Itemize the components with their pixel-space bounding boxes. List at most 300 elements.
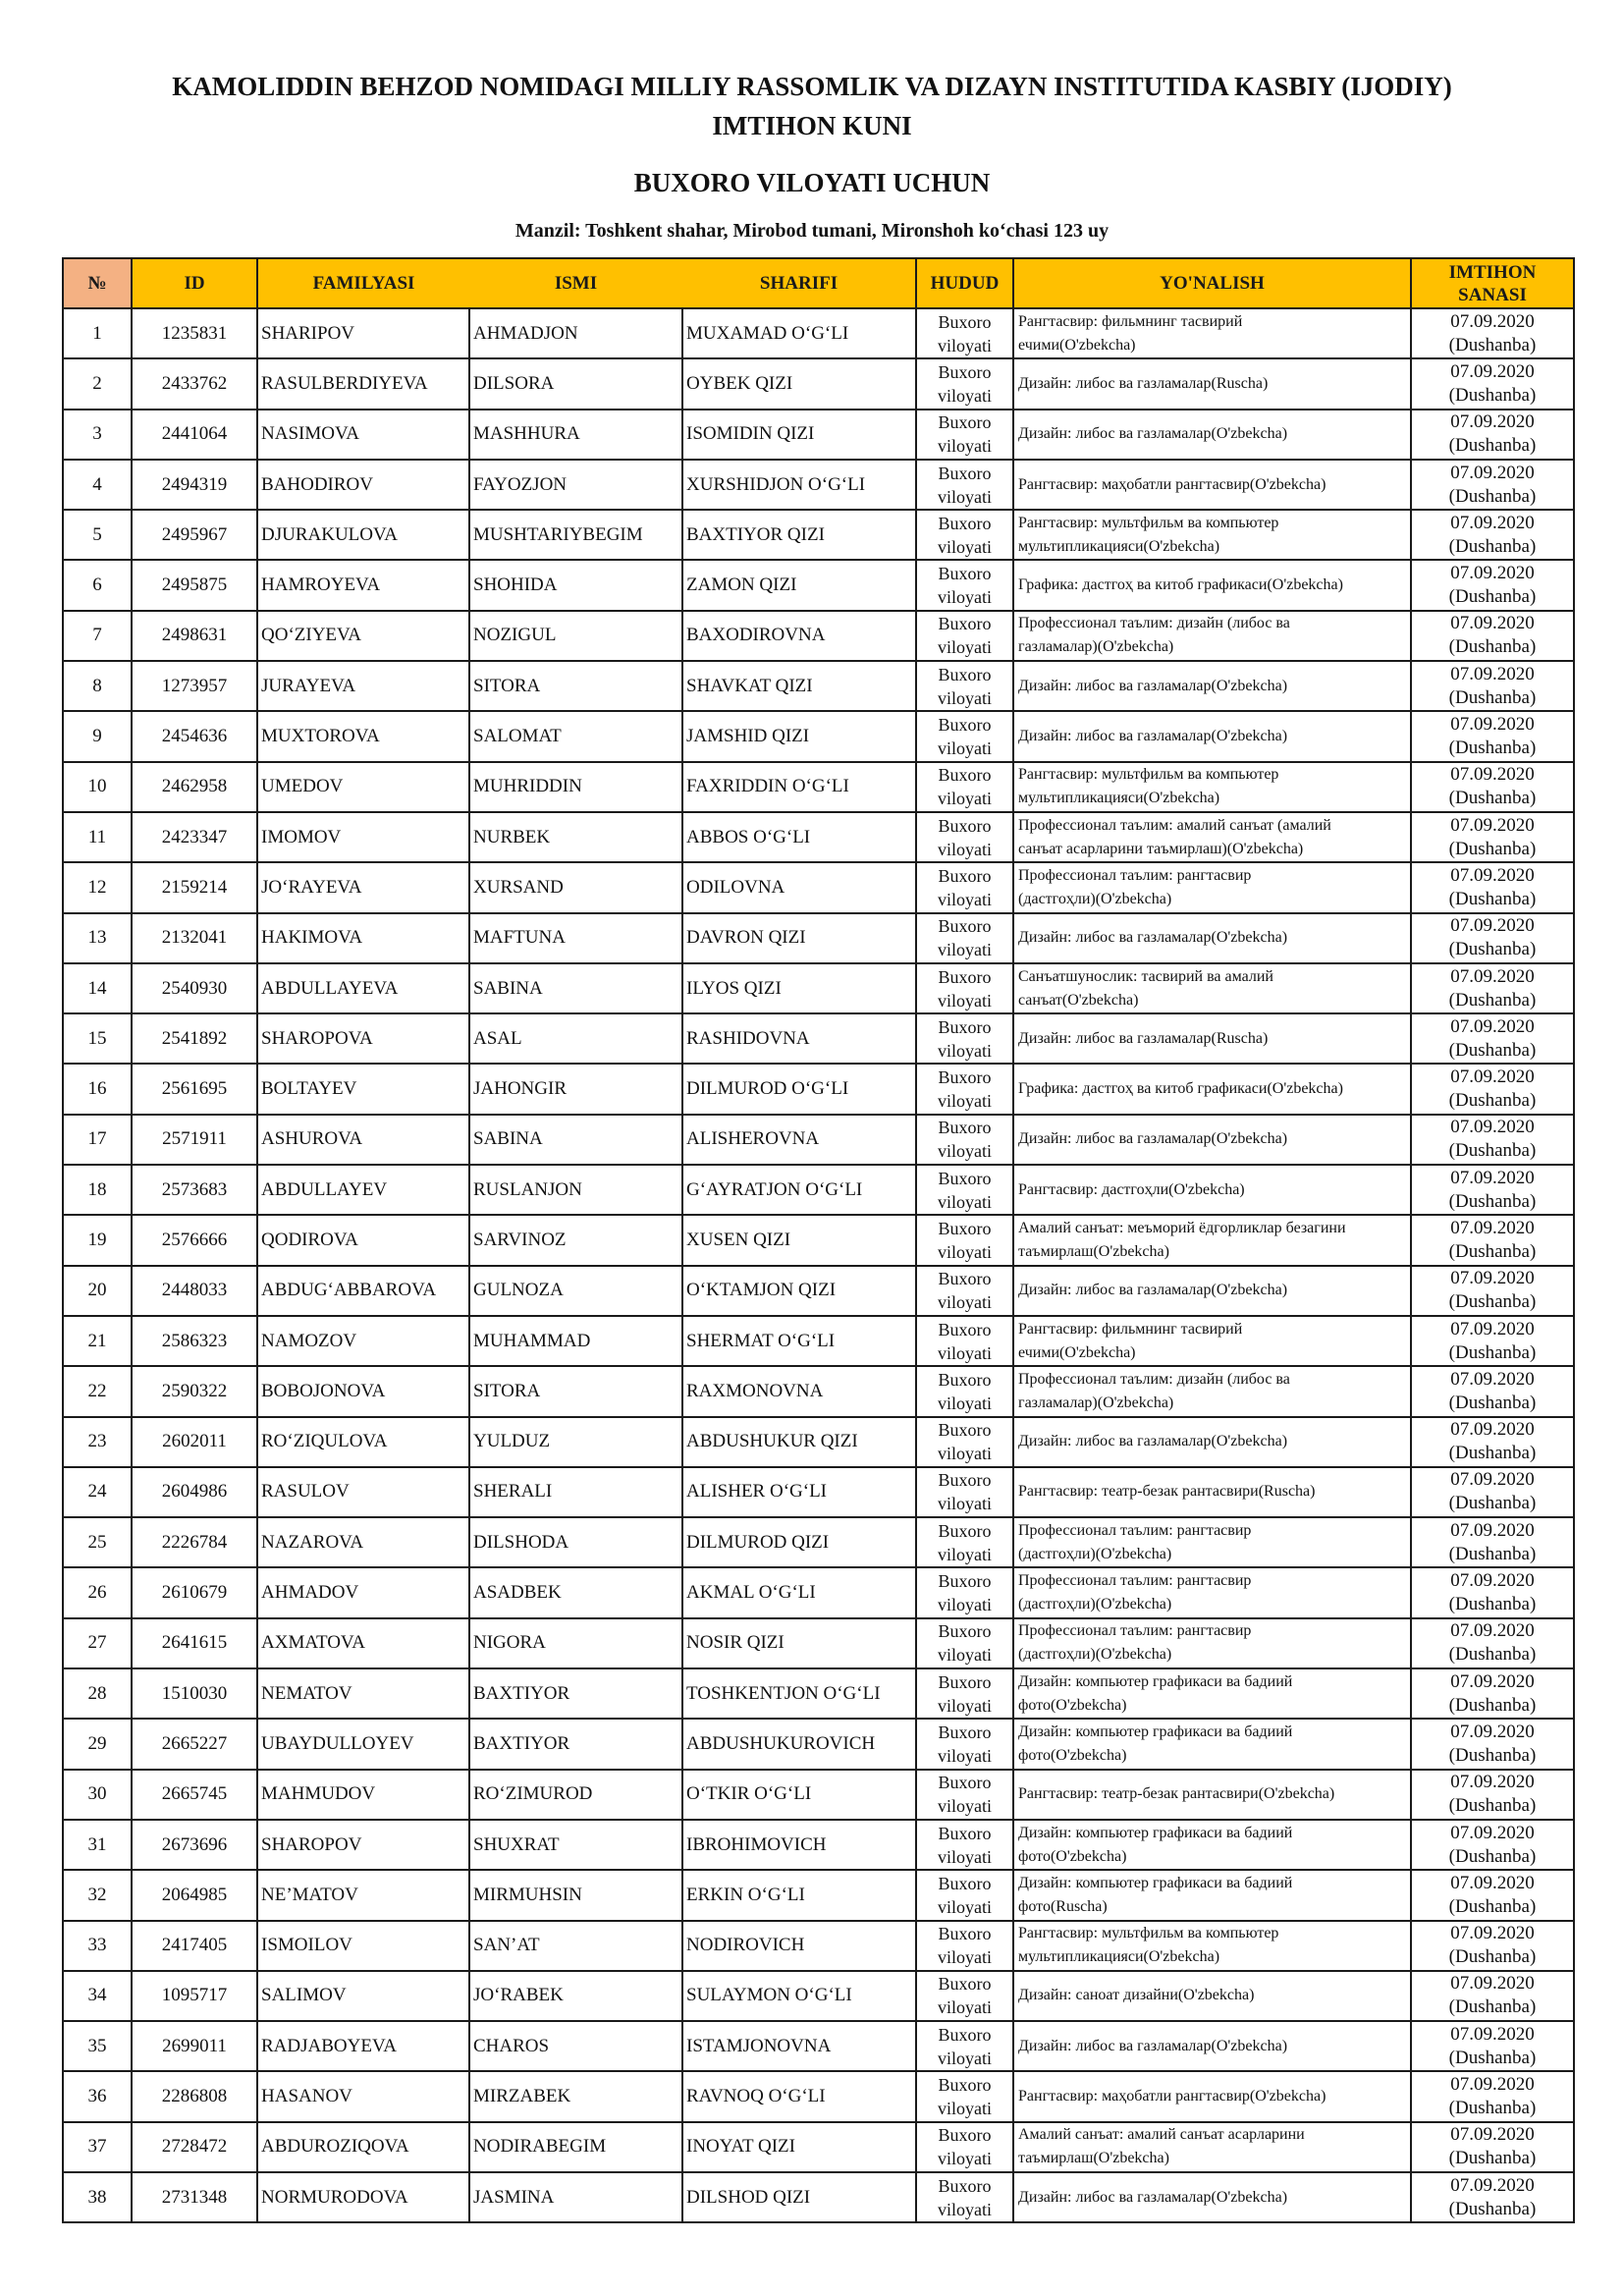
hudud-line2: viloyati: [938, 1393, 992, 1413]
yonalish-line2: фото(O'zbekcha): [1018, 1696, 1127, 1714]
cell-ismi: BAXTIYOR: [469, 1719, 682, 1769]
cell-id: 2571911: [132, 1115, 257, 1165]
cell-ismi: SHOHIDA: [469, 560, 682, 610]
hudud-line1: Buxoro: [938, 1671, 992, 1692]
hudud-line2: viloyati: [938, 637, 992, 658]
day-of-week: (Dushanba): [1448, 2148, 1537, 2169]
hudud-line1: Buxoro: [938, 1420, 992, 1441]
cell-familyasi: DJURAKULOVA: [257, 510, 469, 560]
cell-yonalish: [1013, 2021, 1411, 2071]
cell-sharifi: MUXAMAD O‘G‘LI: [682, 308, 916, 358]
cell-imtihon-sanasi: [1411, 1921, 1574, 1971]
cell-familyasi: SHAROPOV: [257, 1820, 469, 1870]
hudud-line1: Buxoro: [938, 1218, 992, 1238]
cell-sharifi: RASHIDOVNA: [682, 1013, 916, 1064]
table-row: [63, 1618, 1574, 1668]
day-of-week: (Dushanba): [1448, 1443, 1537, 1464]
cell-familyasi: SHARIPOV: [257, 308, 469, 358]
cell-number: 34: [63, 1971, 132, 2021]
hudud-line2: viloyati: [938, 1191, 992, 1212]
column-header-number: №: [63, 258, 132, 308]
day-of-week: (Dushanba): [1448, 686, 1537, 708]
hudud-line2: viloyati: [938, 2048, 992, 2068]
cell-hudud: [916, 410, 1013, 460]
cell-hudud: [916, 1618, 1013, 1668]
day-of-week: (Dushanba): [1448, 788, 1537, 809]
cell-yonalish: [1013, 2071, 1411, 2121]
cell-ismi: YULDUZ: [469, 1417, 682, 1467]
hudud-line2: viloyati: [938, 1947, 992, 1968]
table-row: [63, 661, 1574, 711]
day-of-week: (Dushanba): [1448, 1291, 1537, 1313]
day-of-week: (Dushanba): [1448, 1644, 1537, 1666]
date-value: 07.09.2020: [1450, 714, 1535, 736]
cell-yonalish: [1013, 1366, 1411, 1416]
day-of-week: (Dushanba): [1448, 2098, 1537, 2119]
cell-familyasi: JO‘RAYEVA: [257, 862, 469, 912]
cell-id: 2541892: [132, 1013, 257, 1064]
cell-number: 25: [63, 1517, 132, 1567]
cell-hudud: [916, 560, 1013, 610]
date-value: 07.09.2020: [1450, 1318, 1535, 1339]
cell-familyasi: RASULBERDIYEVA: [257, 358, 469, 409]
cell-sharifi: NOSIR QIZI: [682, 1618, 916, 1668]
hudud-line1: Buxoro: [938, 2125, 992, 2146]
cell-id: 2462958: [132, 762, 257, 812]
exam-schedule-table: [62, 257, 1575, 2223]
cell-hudud: [916, 711, 1013, 761]
cell-familyasi: NORMURODOVA: [257, 2172, 469, 2222]
date-value: 07.09.2020: [1450, 663, 1535, 684]
cell-imtihon-sanasi: [1411, 1013, 1574, 1064]
document-subtitle: IMTIHON KUNI: [712, 111, 912, 140]
cell-yonalish: [1013, 913, 1411, 963]
cell-ismi: NIGORA: [469, 1618, 682, 1668]
table-row: [63, 1115, 1574, 1165]
yonalish-line1: Рангтасвир: театр-безак рантасвири(Ruscha): [1018, 1483, 1316, 1501]
cell-hudud: [916, 1971, 1013, 2021]
yonalish-line1: Амалий санъат: амалий санъат асарларини: [1018, 2126, 1305, 2144]
cell-ismi: AHMADJON: [469, 308, 682, 358]
table-row: [63, 1971, 1574, 2021]
cell-imtihon-sanasi: [1411, 1668, 1574, 1719]
cell-familyasi: SHAROPOVA: [257, 1013, 469, 1064]
column-header-ismi: ISMI: [469, 258, 682, 308]
cell-ismi: SABINA: [469, 1115, 682, 1165]
table-row: [63, 611, 1574, 661]
cell-hudud: [916, 762, 1013, 812]
table-row: [63, 1870, 1574, 1920]
date-value: 07.09.2020: [1450, 1469, 1535, 1491]
table-row: [63, 862, 1574, 912]
table-row: [63, 2122, 1574, 2172]
cell-ismi: ASAL: [469, 1013, 682, 1064]
cell-sharifi: ISTAMJONOVNA: [682, 2021, 916, 2071]
day-of-week: (Dushanba): [1448, 1845, 1537, 1867]
cell-imtihon-sanasi: [1411, 1467, 1574, 1517]
cell-familyasi: HAMROYEVA: [257, 560, 469, 610]
cell-imtihon-sanasi: [1411, 308, 1574, 358]
table-row: [63, 410, 1574, 460]
cell-sharifi: RAVNOQ O‘G‘LI: [682, 2071, 916, 2121]
cell-id: 2495967: [132, 510, 257, 560]
hudud-line1: Buxoro: [938, 1722, 992, 1742]
yonalish-line1: Профессионал таълим: рангтасвир: [1018, 866, 1252, 884]
yonalish-line2: газламалар)(O'zbekcha): [1018, 1394, 1174, 1411]
cell-familyasi: IMOMOV: [257, 812, 469, 862]
cell-yonalish: [1013, 1618, 1411, 1668]
cell-number: 21: [63, 1316, 132, 1366]
day-of-week: (Dushanba): [1448, 1493, 1537, 1514]
cell-familyasi: BAHODIROV: [257, 460, 469, 510]
day-of-week: (Dushanba): [1448, 535, 1537, 557]
cell-familyasi: NAZAROVA: [257, 1517, 469, 1567]
cell-familyasi: ABDULLAYEVA: [257, 963, 469, 1013]
cell-id: 2610679: [132, 1567, 257, 1617]
cell-ismi: JO‘RABEK: [469, 1971, 682, 2021]
day-of-week: (Dushanba): [1448, 989, 1537, 1011]
cell-yonalish: [1013, 812, 1411, 862]
cell-hudud: [916, 1013, 1013, 1064]
cell-sharifi: DILMUROD QIZI: [682, 1517, 916, 1567]
cell-yonalish: [1013, 1668, 1411, 1719]
hudud-line2: viloyati: [938, 1745, 992, 1766]
hudud-line2: viloyati: [938, 1595, 992, 1615]
hudud-line2: viloyati: [938, 940, 992, 960]
date-value: 07.09.2020: [1450, 1570, 1535, 1592]
hudud-line2: viloyati: [938, 889, 992, 909]
table-row: [63, 1921, 1574, 1971]
cell-imtihon-sanasi: [1411, 1417, 1574, 1467]
cell-number: 33: [63, 1921, 132, 1971]
cell-number: 35: [63, 2021, 132, 2071]
table-row: [63, 963, 1574, 1013]
cell-hudud: [916, 1266, 1013, 1316]
table-row: [63, 560, 1574, 610]
date-value: 07.09.2020: [1450, 360, 1535, 382]
cell-hudud: [916, 1316, 1013, 1366]
cell-imtihon-sanasi: [1411, 762, 1574, 812]
hudud-line2: viloyati: [938, 1444, 992, 1464]
day-of-week: (Dushanba): [1448, 1795, 1537, 1817]
hudud-line2: viloyati: [938, 486, 992, 507]
hudud-line2: viloyati: [938, 436, 992, 457]
hudud-line1: Buxoro: [938, 1924, 992, 1944]
hudud-line1: Buxoro: [938, 1773, 992, 1793]
cell-familyasi: ABDUG‘ABBAROVA: [257, 1266, 469, 1316]
date-value: 07.09.2020: [1450, 1973, 1535, 1995]
cell-sharifi: ALISHER O‘G‘LI: [682, 1467, 916, 1517]
cell-sharifi: NODIROVICH: [682, 1921, 916, 1971]
cell-imtihon-sanasi: [1411, 862, 1574, 912]
table-row: [63, 510, 1574, 560]
hudud-line2: viloyati: [938, 990, 992, 1011]
hudud-line2: viloyati: [938, 1896, 992, 1917]
hudud-line2: viloyati: [938, 587, 992, 608]
cell-yonalish: [1013, 611, 1411, 661]
cell-hudud: [916, 460, 1013, 510]
day-of-week: (Dushanba): [1448, 1190, 1537, 1212]
date-value: 07.09.2020: [1450, 1167, 1535, 1188]
column-header-sana-line1: IMTIHON: [1448, 261, 1537, 283]
day-of-week: (Dushanba): [1448, 888, 1537, 909]
cell-yonalish: [1013, 1215, 1411, 1265]
cell-number: 13: [63, 913, 132, 963]
cell-imtihon-sanasi: [1411, 963, 1574, 1013]
cell-imtihon-sanasi: [1411, 1366, 1574, 1416]
cell-id: 2665745: [132, 1770, 257, 1820]
cell-number: 24: [63, 1467, 132, 1517]
cell-sharifi: RAXMONOVNA: [682, 1366, 916, 1416]
hudud-line2: viloyati: [938, 536, 992, 557]
date-value: 07.09.2020: [1450, 1721, 1535, 1742]
table-row: [63, 460, 1574, 510]
table-row: [63, 913, 1574, 963]
date-value: 07.09.2020: [1450, 462, 1535, 483]
cell-ismi: MUHAMMAD: [469, 1316, 682, 1366]
cell-sharifi: OYBEK QIZI: [682, 358, 916, 409]
cell-ismi: SALOMAT: [469, 711, 682, 761]
cell-id: 2433762: [132, 358, 257, 409]
cell-id: 2699011: [132, 2021, 257, 2071]
cell-id: 2590322: [132, 1366, 257, 1416]
cell-yonalish: [1013, 1921, 1411, 1971]
yonalish-line1: Графика: дастгоҳ ва китоб графикаси(O'zbekcha): [1018, 1080, 1343, 1098]
cell-number: 15: [63, 1013, 132, 1064]
day-of-week: (Dushanba): [1448, 1996, 1537, 2018]
hudud-line2: viloyati: [938, 2199, 992, 2219]
day-of-week: (Dushanba): [1448, 485, 1537, 507]
cell-id: 1095717: [132, 1971, 257, 2021]
hudud-line1: Buxoro: [938, 1520, 992, 1541]
cell-yonalish: [1013, 862, 1411, 912]
hudud-line1: Buxoro: [938, 715, 992, 736]
table-row: [63, 1366, 1574, 1416]
cell-sharifi: XUSEN QIZI: [682, 1215, 916, 1265]
yonalish-line2: таъмирлаш(O'zbekcha): [1018, 2150, 1169, 2167]
cell-hudud: [916, 963, 1013, 1013]
cell-number: 28: [63, 1668, 132, 1719]
hudud-line2: viloyati: [938, 1091, 992, 1112]
yonalish-line1: Дизайн: либос ва газламалар(Ruscha): [1018, 374, 1269, 392]
cell-yonalish: [1013, 1013, 1411, 1064]
table-row: [63, 1770, 1574, 1820]
cell-imtihon-sanasi: [1411, 1618, 1574, 1668]
hudud-line2: viloyati: [938, 1040, 992, 1061]
cell-sharifi: SHAVKAT QIZI: [682, 661, 916, 711]
cell-sharifi: XURSHIDJON O‘G‘LI: [682, 460, 916, 510]
day-of-week: (Dushanba): [1448, 1744, 1537, 1766]
cell-id: 2423347: [132, 812, 257, 862]
cell-imtihon-sanasi: [1411, 711, 1574, 761]
cell-imtihon-sanasi: [1411, 1770, 1574, 1820]
yonalish-line1: Рангтасвир: мультфильм ва компьютер: [1018, 514, 1279, 531]
cell-hudud: [916, 1719, 1013, 1769]
cell-hudud: [916, 812, 1013, 862]
cell-yonalish: [1013, 1266, 1411, 1316]
hudud-line2: viloyati: [938, 1544, 992, 1564]
cell-yonalish: [1013, 762, 1411, 812]
cell-hudud: [916, 1668, 1013, 1719]
hudud-line1: Buxoro: [938, 2175, 992, 2196]
table-row: [63, 1266, 1574, 1316]
cell-id: 2448033: [132, 1266, 257, 1316]
cell-familyasi: JURAYEVA: [257, 661, 469, 711]
hudud-line1: Buxoro: [938, 765, 992, 786]
cell-imtihon-sanasi: [1411, 560, 1574, 610]
cell-id: 2641615: [132, 1618, 257, 1668]
cell-sharifi: ABDUSHUKUROVICH: [682, 1719, 916, 1769]
cell-ismi: MUHRIDDIN: [469, 762, 682, 812]
yonalish-line2: санъат(O'zbekcha): [1018, 991, 1139, 1009]
cell-ismi: ASADBEK: [469, 1567, 682, 1617]
day-of-week: (Dushanba): [1448, 1543, 1537, 1564]
date-value: 07.09.2020: [1450, 814, 1535, 836]
yonalish-line1: Рангтасвир: дастгоҳли(O'zbekcha): [1018, 1180, 1245, 1198]
cell-imtihon-sanasi: [1411, 2122, 1574, 2172]
cell-number: 1: [63, 308, 132, 358]
cell-number: 14: [63, 963, 132, 1013]
cell-yonalish: [1013, 1870, 1411, 1920]
cell-familyasi: NAMOZOV: [257, 1316, 469, 1366]
yonalish-line1: Рангтасвир: театр-безак рантасвири(O'zbekcha): [1018, 1785, 1335, 1803]
cell-imtihon-sanasi: [1411, 1567, 1574, 1617]
hudud-line1: Buxoro: [938, 1016, 992, 1037]
hudud-line2: viloyati: [938, 1796, 992, 1817]
date-value: 07.09.2020: [1450, 1772, 1535, 1793]
hudud-line1: Buxoro: [938, 966, 992, 987]
hudud-line2: viloyati: [938, 2099, 992, 2119]
cell-yonalish: [1013, 1567, 1411, 1617]
hudud-line1: Buxoro: [938, 1873, 992, 1893]
cell-imtihon-sanasi: [1411, 2172, 1574, 2222]
cell-id: 2132041: [132, 913, 257, 963]
cell-hudud: [916, 308, 1013, 358]
table-row: [63, 1517, 1574, 1567]
hudud-line2: viloyati: [938, 1846, 992, 1867]
cell-sharifi: BAXODIROVNA: [682, 611, 916, 661]
cell-imtihon-sanasi: [1411, 1517, 1574, 1567]
cell-yonalish: [1013, 661, 1411, 711]
cell-yonalish: [1013, 711, 1411, 761]
cell-yonalish: [1013, 1115, 1411, 1165]
cell-sharifi: ISOMIDIN QIZI: [682, 410, 916, 460]
cell-hudud: [916, 2122, 1013, 2172]
cell-sharifi: DILMUROD O‘G‘LI: [682, 1064, 916, 1114]
cell-ismi: JAHONGIR: [469, 1064, 682, 1114]
yonalish-line1: Рангтасвир: мультфильм ва компьютер: [1018, 1925, 1279, 1942]
yonalish-line1: Рангтасвир: фильмнинг тасвирий: [1018, 1320, 1243, 1338]
cell-sharifi: SULAYMON O‘G‘LI: [682, 1971, 916, 2021]
hudud-line1: Buxoro: [938, 1269, 992, 1289]
table-row: [63, 1316, 1574, 1366]
cell-familyasi: HASANOV: [257, 2071, 469, 2121]
day-of-week: (Dushanba): [1448, 636, 1537, 658]
date-value: 07.09.2020: [1450, 563, 1535, 584]
cell-id: 1235831: [132, 308, 257, 358]
cell-number: 17: [63, 1115, 132, 1165]
date-value: 07.09.2020: [1450, 864, 1535, 886]
cell-imtihon-sanasi: [1411, 510, 1574, 560]
cell-familyasi: RADJABOYEVA: [257, 2021, 469, 2071]
cell-yonalish: [1013, 1165, 1411, 1215]
cell-imtihon-sanasi: [1411, 1165, 1574, 1215]
hudud-line1: Buxoro: [938, 1067, 992, 1088]
cell-number: 9: [63, 711, 132, 761]
day-of-week: (Dushanba): [1448, 939, 1537, 960]
cell-yonalish: [1013, 510, 1411, 560]
hudud-line2: viloyati: [938, 2149, 992, 2169]
hudud-line1: Buxoro: [938, 463, 992, 483]
cell-hudud: [916, 1567, 1013, 1617]
hudud-line1: Buxoro: [938, 614, 992, 634]
cell-hudud: [916, 1870, 1013, 1920]
day-of-week: (Dushanba): [1448, 1694, 1537, 1716]
cell-number: 36: [63, 2071, 132, 2121]
document-title: KAMOLIDDIN BEHZOD NOMIDAGI MILLIY RASSOMLIK VA DIZAYN INSTITUTIDA KASBIY (IJODIY): [172, 72, 1452, 101]
yonalish-line2: мультипликацияси(O'zbekcha): [1018, 537, 1220, 555]
cell-id: 2604986: [132, 1467, 257, 1517]
cell-number: 20: [63, 1266, 132, 1316]
cell-sharifi: FAXRIDDIN O‘G‘LI: [682, 762, 916, 812]
day-of-week: (Dushanba): [1448, 838, 1537, 859]
hudud-line2: viloyati: [938, 385, 992, 406]
yonalish-line1: Дизайн: компьютер графикаси ва бадиий: [1018, 1824, 1293, 1841]
hudud-line2: viloyati: [938, 839, 992, 859]
cell-sharifi: JAMSHID QIZI: [682, 711, 916, 761]
table-row: [63, 1719, 1574, 1769]
cell-hudud: [916, 2021, 1013, 2071]
yonalish-line1: Дизайн: либос ва газламалар(O'zbekcha): [1018, 728, 1288, 745]
cell-familyasi: QO‘ZIYEVA: [257, 611, 469, 661]
yonalish-line1: Дизайн: компьютер графикаси ва бадиий: [1018, 1672, 1293, 1690]
table-row: [63, 1215, 1574, 1265]
column-header-familyasi: FAMILYASI: [257, 258, 469, 308]
cell-number: 19: [63, 1215, 132, 1265]
cell-hudud: [916, 1770, 1013, 1820]
cell-number: 37: [63, 2122, 132, 2172]
cell-sharifi: O‘KTAMJON QIZI: [682, 1266, 916, 1316]
yonalish-line1: Профессионал таълим: дизайн (либос ва: [1018, 615, 1290, 632]
date-value: 07.09.2020: [1450, 2074, 1535, 2096]
table-row: [63, 358, 1574, 409]
cell-id: 1273957: [132, 661, 257, 711]
cell-hudud: [916, 2172, 1013, 2222]
cell-sharifi: ODILOVNA: [682, 862, 916, 912]
yonalish-line2: фото(O'zbekcha): [1018, 1746, 1127, 1764]
date-value: 07.09.2020: [1450, 2174, 1535, 2196]
hudud-line1: Buxoro: [938, 1621, 992, 1642]
yonalish-line2: (дастгоҳли)(O'zbekcha): [1018, 890, 1172, 907]
day-of-week: (Dushanba): [1448, 1341, 1537, 1363]
cell-id: 2441064: [132, 410, 257, 460]
table-row: [63, 1013, 1574, 1064]
hudud-line2: viloyati: [938, 1342, 992, 1363]
hudud-line1: Buxoro: [938, 815, 992, 836]
cell-number: 31: [63, 1820, 132, 1870]
date-value: 07.09.2020: [1450, 915, 1535, 937]
cell-ismi: MUSHTARIYBEGIM: [469, 510, 682, 560]
cell-ismi: SHERALI: [469, 1467, 682, 1517]
date-value: 07.09.2020: [1450, 1015, 1535, 1037]
hudud-line1: Buxoro: [938, 564, 992, 584]
cell-ismi: MAFTUNA: [469, 913, 682, 963]
cell-yonalish: [1013, 1316, 1411, 1366]
yonalish-line1: Рангтасвир: фильмнинг тасвирий: [1018, 312, 1243, 330]
cell-id: 2561695: [132, 1064, 257, 1114]
cell-id: 2159214: [132, 862, 257, 912]
cell-familyasi: ABDULLAYEV: [257, 1165, 469, 1215]
